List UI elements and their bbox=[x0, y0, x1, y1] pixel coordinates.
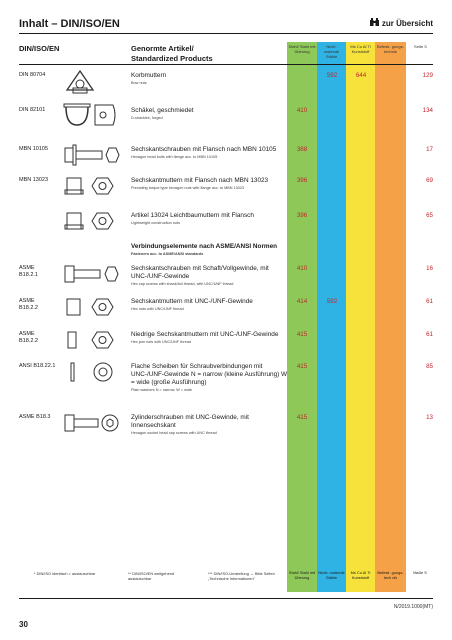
product-title-text: Schäkel, geschmiedet bbox=[131, 107, 194, 114]
nonferrous-page-ref[interactable]: 644 bbox=[355, 72, 367, 79]
column-header-nonferrous: Ms Cu Al Ti Kunststoff bbox=[350, 44, 371, 54]
product-title-text: Sechskantschrauben mit Schaft/Vollgewinde, mit UNC-/UNF-Gewinde bbox=[131, 265, 269, 280]
standard-code: MBN 10105 bbox=[19, 146, 49, 152]
page-ref[interactable]: 61 bbox=[426, 331, 433, 338]
legend-fastening: Befesti- gungs- tech nik bbox=[375, 570, 406, 592]
column-header-stainless: Nicht- rostende Stähle bbox=[323, 44, 340, 59]
column-fastening-band bbox=[375, 42, 406, 575]
product-subtitle: Hexagon socket head cap screws with UNC thread bbox=[131, 431, 217, 435]
products-header-line2: Standardized Products bbox=[131, 54, 213, 63]
standard-code: DIN 82101 bbox=[19, 107, 46, 113]
product-subtitle: Hex cap screws with shank/full thread, with UNC/UNF thread bbox=[131, 282, 234, 286]
document-number: N/2019.1000(MT) bbox=[393, 604, 433, 610]
product-title-text: Zylinderschrauben mit UNC-Gewinde, mit Innensechskant bbox=[131, 414, 249, 429]
washer-drawing bbox=[63, 361, 121, 383]
footnote-2: ** DIN/ISO/EN weitgehend austauschbar bbox=[128, 571, 175, 581]
page-title: Inhalt – DIN/ISO/EN bbox=[19, 18, 120, 30]
steel-page-ref[interactable]: 410 bbox=[296, 265, 308, 272]
product-title-text: Niedrige Sechskantmuttern mit UNC-/UNF-Gewinde bbox=[131, 331, 279, 338]
steel-page-ref[interactable]: 388 bbox=[296, 146, 308, 153]
page-ref[interactable]: 61 bbox=[426, 298, 433, 305]
product-title-text: Artikel 13024 Leichtbaumuttern mit Flansch bbox=[131, 212, 254, 219]
page-ref[interactable]: 134 bbox=[422, 107, 433, 114]
legend-stainless: Nicht- rostende Stähle bbox=[317, 570, 346, 592]
product-title-text: Korbmuttern bbox=[131, 72, 167, 79]
overview-label: zur Übersicht bbox=[381, 18, 433, 28]
overview-link[interactable] bbox=[370, 18, 433, 28]
flange-nut-drawing bbox=[63, 175, 121, 197]
page-ref[interactable]: 129 bbox=[422, 72, 433, 79]
standard-code: ASME B18.2.2 bbox=[19, 331, 38, 344]
page-ref[interactable]: 85 bbox=[426, 363, 433, 370]
standard-code: DIN 80704 bbox=[19, 72, 46, 78]
legend-nonferrous: Ms Cu Al Ti Kunststoff bbox=[346, 570, 375, 592]
jam-nut-drawing bbox=[63, 329, 121, 351]
column-header-steel: Stahl/ Stahl mit Überzug bbox=[288, 44, 316, 54]
page-ref[interactable]: 65 bbox=[426, 212, 433, 219]
shackle-drawing bbox=[63, 101, 119, 129]
product-title-text: Flache Scheiben für Schraubverbindungen mit UNC-/UNF-Gewinde N = narrow (kleine Ausführung) W = wide (große Ausführung) bbox=[131, 363, 288, 386]
standard-code: ASME B18.3 bbox=[19, 414, 51, 420]
footnote-1: * DIN/ISO identisch = austauschbar bbox=[34, 571, 96, 576]
standard-code: ANSI B18.22.1 bbox=[19, 363, 56, 369]
product-subtitle: Hex nuts with UNC/UNF thread bbox=[131, 307, 184, 311]
stainless-page-ref[interactable]: 592 bbox=[326, 72, 338, 79]
products-column-header bbox=[131, 44, 213, 64]
product-title bbox=[131, 72, 291, 86]
steel-page-ref[interactable]: 415 bbox=[296, 363, 308, 370]
product-title-text: Sechskantmuttern mit Flansch nach MBN 13023 bbox=[131, 177, 269, 184]
steel-page-ref[interactable]: 415 bbox=[296, 414, 308, 421]
standard-code: MBN 13023 bbox=[19, 177, 49, 183]
lightweight-nut-drawing bbox=[63, 210, 121, 232]
standard-column-header: DIN/ISO/EN bbox=[19, 44, 60, 53]
binoculars-icon bbox=[370, 18, 379, 28]
product-title bbox=[131, 212, 291, 226]
steel-page-ref[interactable]: 396 bbox=[296, 177, 308, 184]
product-title bbox=[131, 177, 291, 191]
flange-bolt-drawing bbox=[63, 144, 121, 166]
hex-cap-screw-drawing bbox=[63, 263, 121, 285]
product-title bbox=[131, 146, 291, 160]
column-header-page: Seite S bbox=[414, 44, 427, 49]
product-title-text: Sechskantschrauben mit Flansch nach MBN 10105 bbox=[131, 146, 277, 153]
page-ref[interactable]: 69 bbox=[426, 177, 433, 184]
product-title bbox=[131, 107, 291, 121]
products-header-line1: Genormte Artikel/ bbox=[131, 44, 194, 53]
page-number: 30 bbox=[19, 620, 28, 629]
product-title bbox=[131, 363, 289, 393]
product-title bbox=[131, 265, 291, 287]
legend-steel: Stahl/ Stahl mit Überzug bbox=[287, 570, 317, 592]
product-subtitle: D-shackles, forged bbox=[131, 116, 163, 120]
stainless-page-ref[interactable]: 592 bbox=[326, 298, 338, 305]
section-title: Verbindungselemente nach ASME/ANSI Normen bbox=[131, 243, 278, 250]
hex-nut-drawing bbox=[63, 296, 121, 318]
section-header bbox=[131, 243, 277, 257]
column-nonferrous-band bbox=[346, 42, 375, 575]
header-rule bbox=[19, 33, 433, 34]
product-subtitle: Prevailing torque type hexagon nuts with flange acc. to MBN 13023 bbox=[131, 186, 245, 190]
column-steel-band bbox=[287, 42, 317, 575]
product-title bbox=[131, 414, 291, 436]
socket-cap-screw-drawing bbox=[63, 412, 121, 434]
bow-nut-drawing bbox=[63, 68, 97, 94]
page-ref[interactable]: 16 bbox=[426, 265, 433, 272]
page-ref[interactable]: 17 bbox=[426, 146, 433, 153]
section-subtitle: Fasteners acc. to ASME/ANSI standards bbox=[131, 252, 204, 256]
standard-code: ASME B18.2.1 bbox=[19, 265, 38, 278]
product-subtitle: Plain washers N = narrow, W = wide bbox=[131, 388, 192, 392]
steel-page-ref[interactable]: 410 bbox=[296, 107, 308, 114]
footer-rule bbox=[19, 598, 433, 599]
column-header-fastening: Befesti- gungs- technik bbox=[377, 44, 404, 54]
product-subtitle: Bow nuts bbox=[131, 81, 147, 85]
steel-page-ref[interactable]: 415 bbox=[296, 331, 308, 338]
product-title bbox=[131, 331, 291, 345]
product-subtitle: Hexagon head bolts with flange acc. to MBN 10105 bbox=[131, 155, 218, 159]
table-head-rule bbox=[19, 64, 433, 65]
product-subtitle: Hex jam nuts with UNC/UNF thread bbox=[131, 340, 191, 344]
product-subtitle: Lightweight construction nuts bbox=[131, 221, 180, 225]
product-title-text: Sechskantmuttern mit UNC-/UNF-Gewinde bbox=[131, 298, 253, 305]
column-stainless-band bbox=[317, 42, 346, 575]
legend-dimensions: Maße S bbox=[413, 570, 427, 575]
page-ref[interactable]: 13 bbox=[426, 414, 433, 421]
footnote-3: *** DIN/ISO-Umstellung → Bitte Seiten „Technische Informationen" bbox=[208, 571, 275, 581]
product-title bbox=[131, 298, 291, 312]
steel-page-ref[interactable]: 414 bbox=[296, 298, 308, 305]
standard-code: ASME B18.2.2 bbox=[19, 298, 38, 311]
steel-page-ref[interactable]: 396 bbox=[296, 212, 308, 219]
